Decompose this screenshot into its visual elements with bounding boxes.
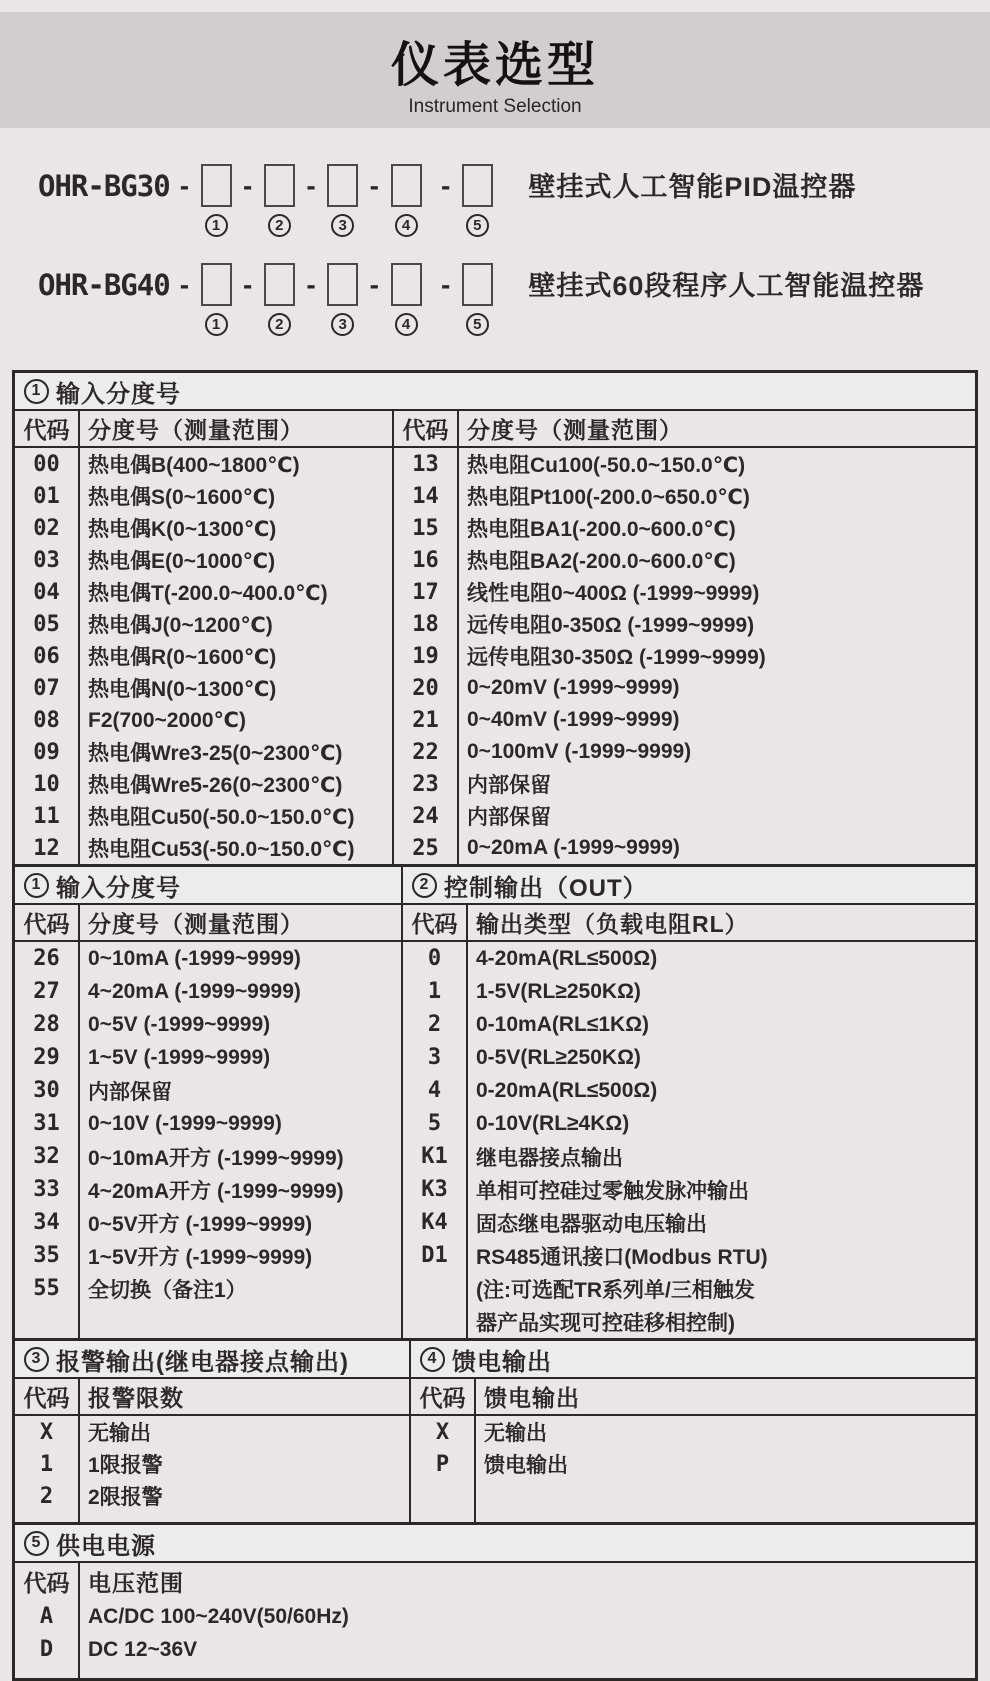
- row-label: 热电阻BA2(-200.0~600.0℃): [467, 550, 736, 573]
- row-label: 内部保留: [467, 806, 551, 829]
- option-slot: [326, 263, 360, 336]
- row-code: 16: [412, 547, 439, 573]
- row-label: 0~10mA (-1999~9999): [88, 946, 301, 970]
- table-row: [15, 672, 392, 704]
- row-code: 01: [33, 483, 60, 509]
- column-header: [403, 905, 975, 942]
- column-header-label: 分度号（测量范围）: [88, 911, 304, 937]
- row-label: 1限报警: [88, 1454, 163, 1477]
- row-label: 1~5V (-1999~9999): [88, 1045, 271, 1069]
- table-row: [15, 1480, 409, 1512]
- section-power-supply: [15, 1522, 975, 1678]
- row-label: 内部保留: [467, 774, 551, 797]
- table-row: [403, 1074, 975, 1107]
- row-label: 0~20mV (-1999~9999): [467, 676, 680, 699]
- row-code: P: [435, 1451, 450, 1477]
- row-code: 24: [412, 803, 439, 829]
- table-row: [411, 1448, 975, 1480]
- page-subtitle: Instrument Selection: [408, 96, 582, 117]
- circled-number-icon: 2: [412, 873, 437, 898]
- table-row: [15, 942, 401, 975]
- table-half-right: [392, 411, 975, 864]
- table-row: [15, 576, 392, 608]
- table-row: [403, 975, 975, 1008]
- table-row: [15, 608, 392, 640]
- option-box: [327, 263, 358, 306]
- row-code: 0: [427, 946, 442, 971]
- column-header-label: 分度号（测量范围）: [88, 417, 304, 443]
- option-slot: [199, 164, 233, 237]
- row-label: 4~20mA开方 (-1999~9999): [88, 1179, 344, 1203]
- row-label: 远传电阻30-350Ω (-1999~9999): [467, 646, 766, 669]
- column-header: [15, 1563, 975, 1600]
- table-row: [15, 704, 392, 736]
- section-title-text: 控制输出（OUT）: [444, 874, 648, 902]
- table-half-left: [15, 867, 401, 1338]
- table-half-right: [409, 1341, 975, 1522]
- dash-separator: -: [369, 269, 379, 300]
- table-row: [15, 640, 392, 672]
- option-slot: [199, 263, 233, 336]
- row-code: 20: [412, 675, 439, 701]
- table-row: [15, 1140, 401, 1173]
- row-code: 1: [427, 979, 442, 1004]
- dash-separator: -: [441, 269, 451, 300]
- row-code: 18: [412, 611, 439, 637]
- section-title: [411, 1341, 975, 1379]
- row-label: 热电阻Cu53(-50.0~150.0℃): [88, 838, 355, 861]
- column-header: [15, 905, 401, 942]
- row-code: X: [435, 1419, 450, 1445]
- table-row: [15, 736, 392, 768]
- option-slot: [262, 164, 296, 237]
- table-row: [403, 1173, 975, 1206]
- row-label: 0~5V开方 (-1999~9999): [88, 1212, 313, 1236]
- row-label: 热电偶S(0~1600℃): [88, 486, 276, 509]
- row-code: 34: [33, 1210, 60, 1235]
- option-slot: [460, 164, 494, 237]
- circled-number-icon: 2: [268, 313, 291, 336]
- row-label: 无输出: [484, 1422, 547, 1445]
- row-label: 固态继电器驱动电压输出: [476, 1212, 707, 1236]
- row-code: 14: [412, 483, 439, 509]
- row-code: K4: [421, 1210, 448, 1235]
- model-description: 壁挂式60段程序人工智能温控器: [528, 271, 925, 301]
- row-code: 33: [33, 1177, 60, 1202]
- row-code: 08: [33, 707, 60, 733]
- row-code: 17: [412, 579, 439, 605]
- table-row: [394, 704, 975, 736]
- row-code: K3: [421, 1177, 448, 1202]
- column-header: [15, 1379, 409, 1416]
- row-label: 0~40mV (-1999~9999): [467, 708, 680, 731]
- table-row: [15, 800, 392, 832]
- section-title: [15, 1341, 409, 1379]
- row-label: 4~20mA (-1999~9999): [88, 979, 301, 1003]
- table-row: [403, 1140, 975, 1173]
- option-slot: [262, 263, 296, 336]
- row-code: D: [39, 1637, 54, 1662]
- row-label: 热电阻BA1(-200.0~600.0℃): [467, 518, 736, 541]
- dash-separator: -: [179, 170, 190, 201]
- row-code: 4: [427, 1078, 442, 1103]
- row-code: 1: [39, 1451, 54, 1477]
- table-row: [15, 480, 392, 512]
- row-label: DC 12~36V: [88, 1637, 198, 1661]
- row-code: 12: [33, 835, 60, 861]
- table-row: [15, 448, 392, 480]
- section-title-text: 馈电输出: [452, 1348, 552, 1376]
- column-header-label: 输出类型（负载电阻RL）: [476, 911, 749, 937]
- row-code: 26: [33, 946, 60, 971]
- table-row: [394, 640, 975, 672]
- row-code: A: [39, 1604, 54, 1629]
- row-label: 0-20mA(RL≤500Ω): [476, 1078, 658, 1102]
- option-box: [391, 263, 422, 306]
- circled-number-icon: 5: [24, 1531, 49, 1556]
- option-slot: [389, 263, 423, 336]
- section-alarm-and-feed-output: [15, 1338, 975, 1522]
- row-code: 07: [33, 675, 60, 701]
- row-code: 04: [33, 579, 60, 605]
- column-header-label: 馈电输出: [484, 1385, 580, 1411]
- circled-number-icon: 5: [466, 214, 489, 237]
- row-label: RS485通讯接口(Modbus RTU): [476, 1245, 768, 1269]
- row-label: 线性电阻0~400Ω (-1999~9999): [467, 582, 760, 605]
- row-code: X: [39, 1419, 54, 1445]
- table-row: [15, 1416, 409, 1448]
- table-row: [15, 1206, 401, 1239]
- table-row: [394, 768, 975, 800]
- table-row: [394, 512, 975, 544]
- table-row: [15, 1107, 401, 1140]
- row-label: 馈电输出: [484, 1454, 568, 1477]
- row-label: F2(700~2000℃): [88, 708, 246, 732]
- table-row: [394, 608, 975, 640]
- row-code: 13: [412, 451, 439, 477]
- row-code: 3: [427, 1045, 442, 1070]
- table-row: [394, 544, 975, 576]
- dash-separator: -: [306, 170, 316, 201]
- row-code: D1: [421, 1243, 448, 1268]
- row-code: 2: [427, 1012, 442, 1037]
- row-label: 0-10V(RL≥4KΩ): [476, 1111, 630, 1135]
- table-row: [403, 1107, 975, 1140]
- column-header-code: 代码: [23, 1385, 70, 1411]
- row-code: 29: [33, 1045, 60, 1070]
- option-box: [391, 164, 422, 207]
- table-row: [394, 832, 975, 864]
- row-label: 1~5V开方 (-1999~9999): [88, 1245, 313, 1269]
- row-label: 热电偶Wre3-25(0~2300℃): [88, 742, 343, 765]
- row-label: 热电阻Pt100(-200.0~650.0℃): [467, 486, 750, 509]
- row-code: 35: [33, 1243, 60, 1268]
- row-code: 55: [33, 1276, 60, 1301]
- circled-number-icon: 2: [268, 214, 291, 237]
- table-row: [403, 1272, 975, 1305]
- row-label: 0~10V (-1999~9999): [88, 1111, 282, 1135]
- column-header: [15, 411, 392, 448]
- row-label: 热电偶E(0~1000℃): [88, 550, 276, 573]
- model-code: OHR-BG30: [38, 169, 170, 203]
- row-label: 热电阻Cu100(-50.0~150.0℃): [467, 454, 746, 477]
- table-row: [15, 1041, 401, 1074]
- table-row: [15, 1633, 975, 1666]
- row-code: 11: [33, 803, 60, 829]
- option-box: [327, 164, 358, 207]
- column-header-label: 分度号（测量范围）: [467, 417, 683, 443]
- column-header-code: 代码: [402, 417, 449, 443]
- column-header: [394, 411, 975, 448]
- table-row: [394, 736, 975, 768]
- row-label: 1-5V(RL≥250KΩ): [476, 979, 641, 1003]
- table-row: [15, 1272, 401, 1305]
- option-box: [264, 164, 295, 207]
- table-half-left: [15, 411, 392, 864]
- row-label: 0-10mA(RL≤1KΩ): [476, 1012, 650, 1036]
- row-label: 热电偶J(0~1200℃): [88, 614, 273, 637]
- row-label: 0~100mV (-1999~9999): [467, 740, 692, 763]
- dash-separator: -: [369, 170, 379, 201]
- table-row: [394, 672, 975, 704]
- table-row: [15, 768, 392, 800]
- circled-number-icon: 5: [466, 313, 489, 336]
- row-label: 热电偶K(0~1300℃): [88, 518, 277, 541]
- row-label: 热电偶T(-200.0~400.0℃): [88, 582, 328, 605]
- column-header-label: 电压范围: [88, 1570, 184, 1596]
- section-input-codes-1: [15, 373, 975, 864]
- row-code: 03: [33, 547, 60, 573]
- column-header-code: 代码: [23, 1570, 70, 1596]
- circled-number-icon: 3: [331, 313, 354, 336]
- model-row-bg30: [38, 164, 990, 237]
- row-label: 热电偶Wre5-26(0~2300℃): [88, 774, 343, 797]
- table-row: [394, 480, 975, 512]
- row-code: 28: [33, 1012, 60, 1037]
- row-code: 00: [33, 451, 60, 477]
- row-label: 2限报警: [88, 1486, 163, 1509]
- row-label: 热电偶B(400~1800℃): [88, 454, 300, 477]
- section-title: [15, 1525, 975, 1563]
- circled-number-icon: 4: [420, 1347, 445, 1372]
- circled-number-icon: 4: [395, 214, 418, 237]
- option-slot: [326, 164, 360, 237]
- table-row: [403, 1008, 975, 1041]
- row-label: AC/DC 100~240V(50/60Hz): [88, 1604, 349, 1628]
- circled-number-icon: 1: [205, 313, 228, 336]
- section-title-text: 输入分度号: [56, 380, 181, 408]
- row-code: 06: [33, 643, 60, 669]
- row-code: 15: [412, 515, 439, 541]
- dash-separator: -: [441, 170, 451, 201]
- row-label: 继电器接点输出: [476, 1146, 623, 1170]
- table-row: [394, 448, 975, 480]
- option-box: [201, 164, 232, 207]
- section-title-text: 供电电源: [56, 1532, 156, 1560]
- option-box: [462, 164, 493, 207]
- circled-number-icon: 3: [331, 214, 354, 237]
- row-code: 2: [39, 1483, 54, 1509]
- table-row: [15, 832, 392, 864]
- model-selection-diagrams: [38, 164, 990, 336]
- row-code: 31: [33, 1111, 60, 1136]
- section-title: [403, 867, 975, 905]
- row-label: 器产品实现可控硅移相控制): [476, 1311, 735, 1335]
- model-row-bg40: [38, 263, 990, 336]
- table-row: [15, 1173, 401, 1206]
- option-box: [201, 263, 232, 306]
- model-description: 壁挂式人工智能PID温控器: [528, 172, 857, 202]
- row-code: K1: [421, 1144, 448, 1169]
- table-row: [403, 942, 975, 975]
- dash-separator: -: [179, 269, 190, 300]
- row-label: 单相可控硅过零触发脉冲输出: [476, 1179, 749, 1203]
- table-row: [15, 1074, 401, 1107]
- row-code: 09: [33, 739, 60, 765]
- row-code: 32: [33, 1144, 60, 1169]
- circled-number-icon: 1: [205, 214, 228, 237]
- row-label: 热电偶R(0~1600℃): [88, 646, 277, 669]
- row-label: 远传电阻0-350Ω (-1999~9999): [467, 614, 755, 637]
- table-row: [403, 1206, 975, 1239]
- option-box: [264, 263, 295, 306]
- table-row: [411, 1416, 975, 1448]
- row-label: 0~5V (-1999~9999): [88, 1012, 271, 1036]
- dash-separator: -: [243, 170, 253, 201]
- table-row: [403, 1041, 975, 1074]
- row-code: 25: [412, 835, 439, 861]
- dash-separator: -: [243, 269, 253, 300]
- row-code: 5: [427, 1111, 442, 1136]
- table-row: [15, 975, 401, 1008]
- option-slot: [389, 164, 423, 237]
- header-banner: [0, 12, 990, 128]
- row-label: 热电阻Cu50(-50.0~150.0℃): [88, 806, 355, 829]
- row-label: (注:可选配TR系列单/三相触发: [476, 1278, 755, 1302]
- row-label: 热电偶N(0~1300℃): [88, 678, 277, 701]
- row-code: 10: [33, 771, 60, 797]
- circled-number-icon: 1: [24, 873, 49, 898]
- row-label: 0-5V(RL≥250KΩ): [476, 1045, 641, 1069]
- table-row: [15, 512, 392, 544]
- table-row: [15, 1448, 409, 1480]
- row-code: 19: [412, 643, 439, 669]
- option-box: [462, 263, 493, 306]
- option-slot: [460, 263, 494, 336]
- table-half-right: [401, 867, 975, 1338]
- column-header-code: 代码: [23, 911, 70, 937]
- table-row: [394, 576, 975, 608]
- table-row: [15, 544, 392, 576]
- row-code: 05: [33, 611, 60, 637]
- table-half-left: [15, 1341, 409, 1522]
- section-title: [15, 867, 401, 905]
- table-row: [15, 1239, 401, 1272]
- row-label: 4-20mA(RL≤500Ω): [476, 946, 658, 970]
- row-code: 02: [33, 515, 60, 541]
- row-code: 23: [412, 771, 439, 797]
- row-code: 27: [33, 979, 60, 1004]
- column-header-code: 代码: [411, 911, 458, 937]
- circled-number-icon: 4: [395, 313, 418, 336]
- column-header-label: 报警限数: [88, 1385, 184, 1411]
- section-title-text: 报警输出(继电器接点输出): [56, 1348, 349, 1376]
- section-title-text: 输入分度号: [56, 874, 181, 902]
- column-header: [411, 1379, 975, 1416]
- table-row: [403, 1305, 975, 1338]
- selection-table: [12, 370, 978, 1681]
- column-header-code: 代码: [23, 417, 70, 443]
- table-row: [15, 1008, 401, 1041]
- section-title: [15, 373, 975, 411]
- dash-separator: -: [306, 269, 316, 300]
- page-title: 仪表选型: [390, 39, 599, 92]
- row-label: 全切换（备注1）: [88, 1278, 247, 1302]
- row-code: 21: [412, 707, 439, 733]
- circled-number-icon: 3: [24, 1347, 49, 1372]
- circled-number-icon: 1: [24, 379, 49, 404]
- table-row: [403, 1239, 975, 1272]
- column-header-code: 代码: [419, 1385, 466, 1411]
- model-code: OHR-BG40: [38, 268, 170, 302]
- row-label: 内部保留: [88, 1080, 172, 1104]
- table-row: [15, 1600, 975, 1633]
- row-code: 22: [412, 739, 439, 765]
- row-label: 无输出: [88, 1422, 151, 1445]
- row-label: 0~20mA (-1999~9999): [467, 836, 680, 859]
- table-row: [394, 800, 975, 832]
- row-label: 0~10mA开方 (-1999~9999): [88, 1146, 344, 1170]
- row-code: 30: [33, 1078, 60, 1103]
- section-input-codes-2-and-output: [15, 864, 975, 1338]
